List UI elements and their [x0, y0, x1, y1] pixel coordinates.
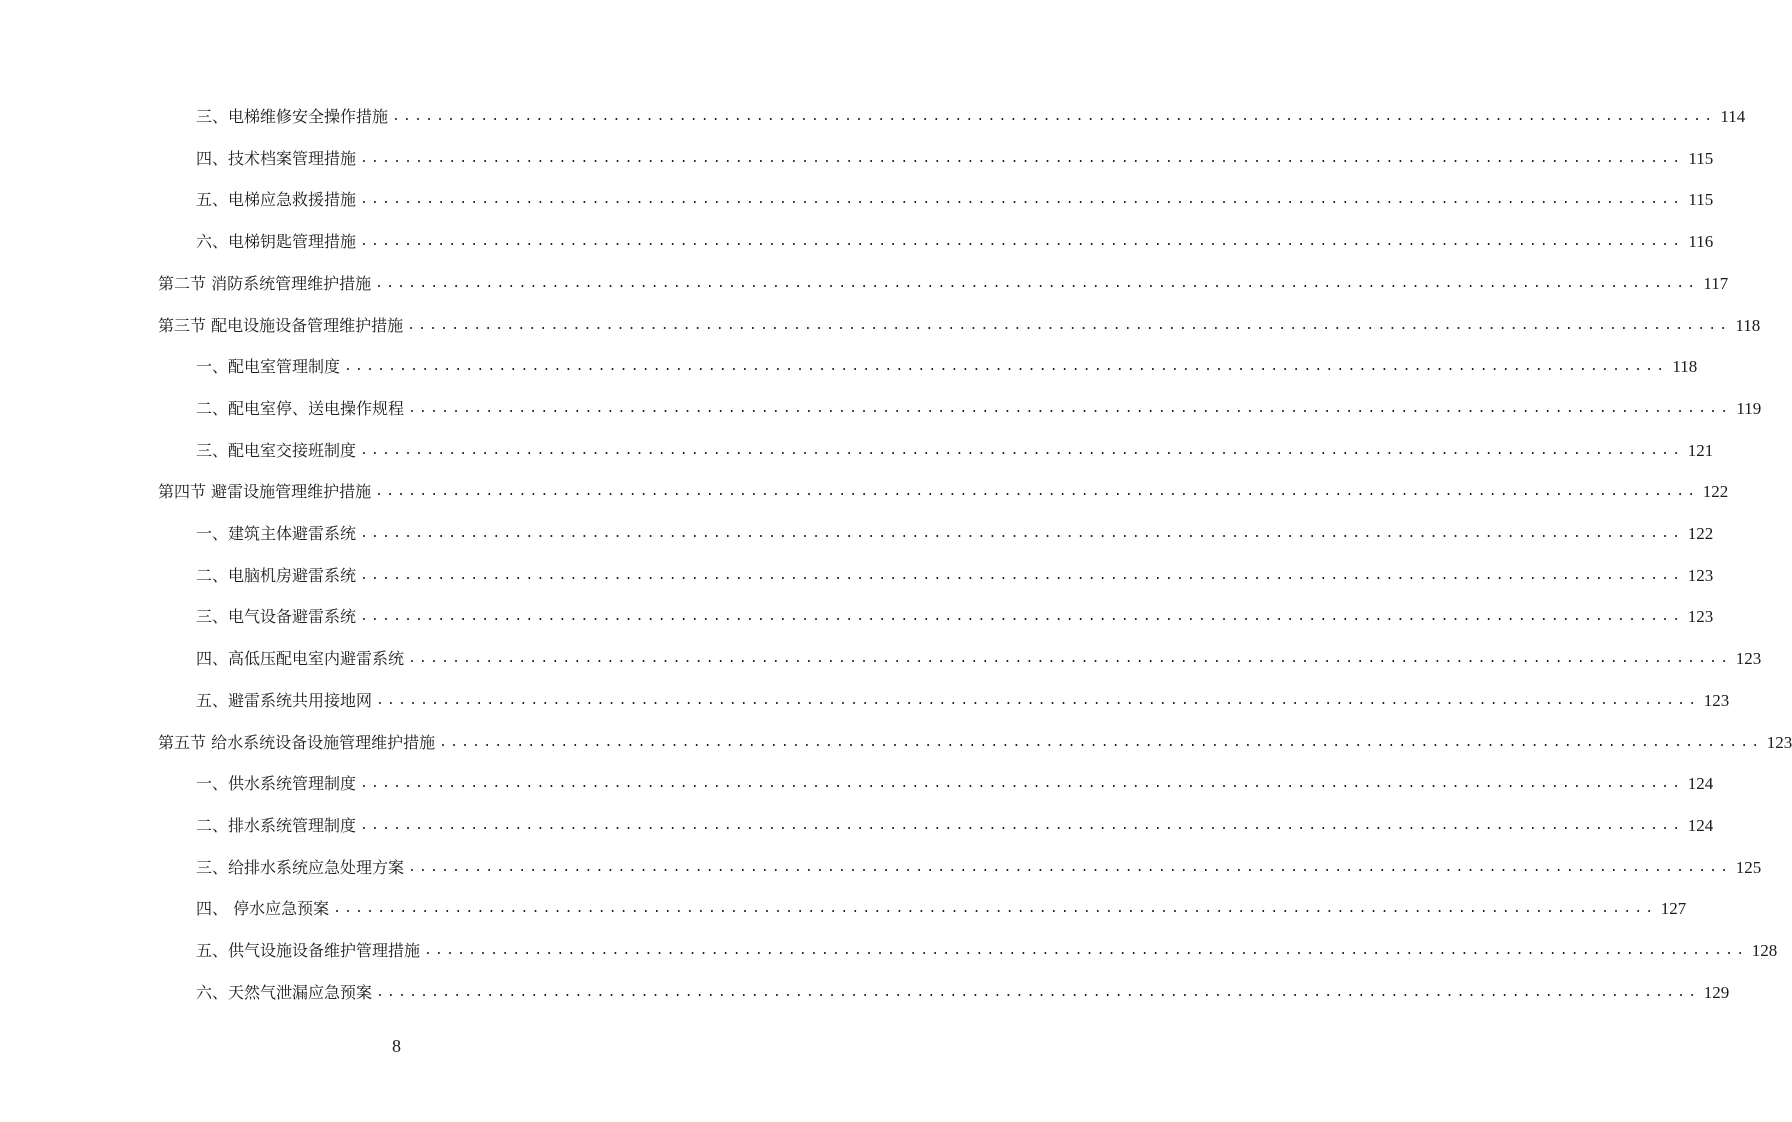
- toc-entry-title: 六、电梯钥匙管理措施: [196, 232, 357, 251]
- toc-entry-page: 123: [1687, 607, 1714, 626]
- toc-dot-leader: ........................................................................................................................: [375, 484, 1699, 499]
- toc-entry-title: 四、 停水应急预案: [196, 899, 330, 918]
- toc-dot-leader: ........................................................................................................................: [408, 651, 1732, 666]
- toc-entry[interactable]: [196, 772, 1714, 796]
- toc-entry[interactable]: [196, 147, 1714, 171]
- toc-entry-title: 一、配电室管理制度: [196, 357, 341, 376]
- toc-entry-title: 五、供气设施设备维护管理措施: [196, 941, 421, 960]
- toc-entry[interactable]: [196, 397, 1762, 421]
- toc-dot-leader: ........................................................................................................................: [408, 401, 1732, 416]
- toc-dot-leader: ........................................................................................................................: [376, 693, 1700, 708]
- toc-entry-title: 五、电梯应急救援措施: [196, 190, 357, 209]
- toc-entry[interactable]: [158, 314, 1761, 338]
- toc-entry-title: 五、避雷系统共用接地网: [196, 691, 373, 710]
- toc-entry[interactable]: [158, 272, 1729, 296]
- toc-entry-title: 二、配电室停、送电操作规程: [196, 399, 405, 418]
- toc-dot-leader: ........................................................................................................................: [360, 776, 1684, 791]
- toc-entry[interactable]: [196, 814, 1714, 838]
- toc-entry-page: 123: [1766, 733, 1792, 752]
- toc-entry[interactable]: [196, 188, 1714, 212]
- toc-entry-page: 128: [1751, 941, 1778, 960]
- toc-entry[interactable]: [196, 981, 1730, 1005]
- toc-entry-page: 123: [1735, 649, 1762, 668]
- toc-entry-page: 129: [1703, 983, 1730, 1002]
- toc-entry[interactable]: [196, 564, 1714, 588]
- toc-dot-leader: ........................................................................................................................: [360, 151, 1684, 166]
- toc-entry-page: 123: [1687, 566, 1714, 585]
- toc-dot-leader: ........................................................................................................................: [408, 860, 1732, 875]
- toc-dot-leader: ........................................................................................................................: [407, 318, 1731, 333]
- toc-entry-title: 四、高低压配电室内避雷系统: [196, 649, 405, 668]
- toc-entry-page: 118: [1735, 316, 1761, 335]
- toc-entry-page: 117: [1703, 274, 1729, 293]
- toc-entry[interactable]: [196, 105, 1746, 129]
- toc-dot-leader: ........................................................................................................................: [439, 735, 1763, 750]
- toc-entry-page: 122: [1702, 482, 1729, 501]
- toc-dot-leader: ........................................................................................................................: [424, 943, 1748, 958]
- toc-dot-leader: ........................................................................................................................: [375, 276, 1699, 291]
- toc-entry[interactable]: [196, 689, 1730, 713]
- toc-dot-leader: ........................................................................................................................: [376, 985, 1700, 1000]
- toc-entry-title: 二、电脑机房避雷系统: [196, 566, 357, 585]
- toc-dot-leader: ........................................................................................................................: [360, 568, 1684, 583]
- toc-entry-title: 一、建筑主体避雷系统: [196, 524, 357, 543]
- toc-entry-page: 121: [1687, 441, 1714, 460]
- toc-dot-leader: ........................................................................................................................: [344, 359, 1668, 374]
- toc-entry-title: 第四节 避雷设施管理维护措施: [158, 482, 372, 501]
- toc-entry[interactable]: [196, 605, 1714, 629]
- toc-dot-leader: ........................................................................................................................: [360, 443, 1684, 458]
- toc-entry[interactable]: [196, 647, 1762, 671]
- toc-entry[interactable]: [196, 230, 1714, 254]
- toc-dot-leader: ........................................................................................................................: [360, 526, 1684, 541]
- toc-entry-title: 三、电气设备避雷系统: [196, 607, 357, 626]
- toc-entry-title: 第二节 消防系统管理维护措施: [158, 274, 372, 293]
- toc-entry-title: 三、配电室交接班制度: [196, 441, 357, 460]
- toc-entry[interactable]: [158, 480, 1729, 504]
- toc-dot-leader: ........................................................................................................................: [392, 109, 1716, 124]
- toc-dot-leader: ........................................................................................................................: [360, 609, 1684, 624]
- toc-entry-page: 125: [1735, 858, 1762, 877]
- toc-dot-leader: ........................................................................................................................: [333, 901, 1657, 916]
- toc-entry[interactable]: [196, 522, 1714, 546]
- toc-entry-title: 二、排水系统管理制度: [196, 816, 357, 835]
- toc-entry-page: 116: [1688, 232, 1714, 251]
- toc-entry-page: 118: [1672, 357, 1698, 376]
- toc-entry[interactable]: [196, 355, 1698, 379]
- toc-entry[interactable]: [196, 856, 1762, 880]
- toc-entry-title: 第五节 给水系统设备设施管理维护措施: [158, 733, 436, 752]
- toc-entry[interactable]: [196, 897, 1687, 921]
- toc-entry-title: 一、供水系统管理制度: [196, 774, 357, 793]
- toc-entry-page: 122: [1687, 524, 1714, 543]
- toc-dot-leader: ........................................................................................................................: [360, 192, 1684, 207]
- toc-entry-page: 119: [1736, 399, 1762, 418]
- toc-dot-leader: ........................................................................................................................: [360, 234, 1684, 249]
- toc-entry[interactable]: [196, 939, 1778, 963]
- toc-entry[interactable]: [196, 439, 1714, 463]
- toc-entry-page: 124: [1687, 816, 1714, 835]
- toc-entry-title: 六、天然气泄漏应急预案: [196, 983, 373, 1002]
- toc-entry-page: 127: [1660, 899, 1687, 918]
- toc-dot-leader: ........................................................................................................................: [360, 818, 1684, 833]
- toc-entry-page: 114: [1720, 107, 1746, 126]
- toc-entry-title: 三、给排水系统应急处理方案: [196, 858, 405, 877]
- toc-entry-title: 三、电梯维修安全操作措施: [196, 107, 389, 126]
- toc-entry-page: 123: [1703, 691, 1730, 710]
- toc-entry-title: 四、技术档案管理措施: [196, 149, 357, 168]
- toc-entry[interactable]: [158, 731, 1792, 755]
- toc-entry-page: 115: [1688, 149, 1714, 168]
- page-number: 8: [392, 1036, 401, 1056]
- toc-entry-title: 第三节 配电设施设备管理维护措施: [158, 316, 404, 335]
- toc-entry-page: 124: [1687, 774, 1714, 793]
- toc-entry-page: 115: [1688, 190, 1714, 209]
